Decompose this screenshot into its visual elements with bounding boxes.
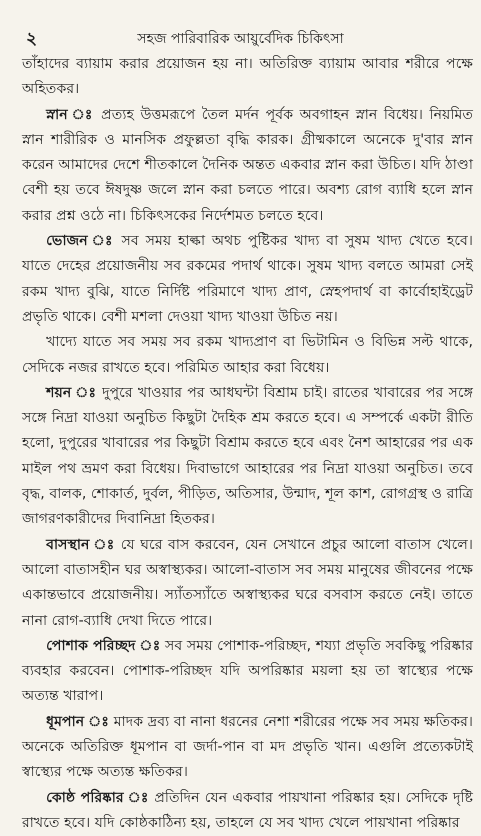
paragraph-exercise-continued xyxy=(22,52,473,103)
section-heading-bowel: কোষ্ঠ পরিষ্কার ঃ xyxy=(46,789,150,806)
paragraph-text: মাদক দ্রব্য বা নানা ধরনের নেশা শরীরের পক্ষে সব সময় ক্ষতিকর। অনেকে অতিরিক্ত ধূমপান বা জর্দা-পান বা মদ প্রভৃতি খান। এগুলি প্রত্যেকটাই স্বাস্থ্যের পক্ষে অত্যন্ত ক্ষতিকর। xyxy=(22,713,473,781)
section-heading-sleep: শয়ন ঃ xyxy=(46,384,97,401)
page-number: ২ xyxy=(26,29,38,49)
paragraph-text: সব সময় হাল্কা অথচ পুষ্টিকর খাদ্য বা সুষম খাদ্য খেতে হবে। যাতে দেহের প্রয়োজনীয় সব রকমের পদার্থ থাকে। সুষম খাদ্য বলতে আমরা সেই রকম খাদ্য বুঝি, যাতে নির্দিষ্ট পরিমাণে খাদ্য প্রাণ, স্নেহপদার্থ বা কার্বোহাইড্রেট প্রভৃতি থাকে। বেশী মশলা দেওয়া খাদ্য খাওয়া উচিত নয়। xyxy=(22,233,473,325)
section-heading-food: ভোজন ঃ xyxy=(46,233,115,250)
paragraph-sleep xyxy=(22,381,473,533)
paragraph-clothing xyxy=(22,634,473,710)
page-header xyxy=(0,26,481,49)
section-heading-clothing: পোশাক পরিচ্ছদ ঃ xyxy=(46,637,161,654)
paragraph-bowel xyxy=(22,786,473,836)
paragraph-text: প্রত্যহ উত্তমরূপে তৈল মর্দন পূর্বক অবগাহন স্নান বিধেয়। নিয়মিত স্নান শারীরিক ও মানসিক প্রফুল্লতা বৃদ্ধি কারক। গ্রীষ্মকালে অনেকে দু'বার স্নান করেন আমাদের দেশে শীতকালে দৈনিক অন্তত একবার স্নান করা উচিত। যদি ঠাণ্ডা বেশী হয় তবে ঈষদুষ্ণ জলে স্নান করা চলতে পারে। অবশ্য রোগ ব্যাধি হলে স্নান করার প্রশ্ন ওঠে না। চিকিৎসকের নির্দেশমত চলতে হবে। xyxy=(22,106,473,224)
section-heading-bathing: স্নান ঃ xyxy=(46,106,95,123)
paragraph-text: প্রতিদিন যেন একবার পায়খানা পরিষ্কার হয়। সেদিকে দৃষ্টি রাখতে হবে। যদি কোষ্ঠকাঠিন্য হয়, তাহলে যে সব খাদ্য খেলে পায়খানা পরিষ্কার xyxy=(22,789,474,831)
paragraph-food xyxy=(22,229,473,330)
paragraph-text: সব সময় পোশাক-পরিচ্ছদ, শয্যা প্রভৃতি সবকিছু পরিষ্কার ব্যবহার করবেন। পোশাক-পরিচ্ছদ যদি অপরিষ্কার ময়লা হয় তা স্বাস্থ্যের পক্ষে অত্যন্ত খারাপ। xyxy=(22,637,473,705)
paragraph-smoking xyxy=(22,710,473,786)
running-title: সহজ পারিবারিক আয়ুর্বেদিক চিকিৎসা xyxy=(137,31,344,47)
section-heading-residence: বাসস্থান ঃ xyxy=(46,536,116,553)
paragraph-text: দুপুরে খাওয়ার পর আধঘন্টা বিশ্রাম চাই। রাতের খাবারের পর সঙ্গে সঙ্গে নিদ্রা যাওয়া অনুচিত কিছুটা দৈহিক শ্রম করতে হবে। এ সম্পর্কে একটা রীতি হলো, দুপুরের খাবারের পর কিছুটা বিশ্রাম করতে হবে এবং নৈশ আহারের পর এক মাইল পথ ভ্রমণ করা বিধেয়। দিবাভাগে আহারের পর নিদ্রা যাওয়া অনুচিত। তবে বৃদ্ধ, বালক, শোকার্ত, দুর্বল, পীড়িত, অতিসার, উন্মাদ, শূল কাশ, রোগগ্রস্থ ও রাত্রি জাগরণকারীদের দিবানিদ্রা হিতকর। xyxy=(22,384,474,528)
paragraph-text: যে ঘরে বাস করবেন, যেন সেখানে প্রচুর আলো বাতাস খেলে। আলো বাতাসহীন ঘর অস্বাস্থ্যকর। আলো-বাতাস সব সময় মানুষের জীবনের পক্ষে একান্তভাবে প্রয়োজনীয়। স্যাঁতস্যাঁতে অস্বাস্থ্যকর ঘরে বসবাস করতে নেই। তাতে নানা রোগ-ব্যাধি দেখা দিতে পারে। xyxy=(22,536,473,629)
section-heading-smoking: ধূমপান ঃ xyxy=(46,713,110,730)
paragraph-text: খাদ্যে যাতে সব সময় সব রকম খাদ্যপ্রাণ বা ভিটামিন ও বিভিন্ন সল্ট থাকে, সেদিকে নজর রাখতে হবে। পরিমিত আহার করা বিধেয়। xyxy=(22,334,473,376)
paragraph-bathing xyxy=(22,103,473,229)
paragraph-text: তাঁহাদের ব্যায়াম করার প্রয়োজন হয় না। অতিরিক্ত ব্যায়াম আবার শরীরে পক্ষে অহিতকর। xyxy=(22,56,473,98)
paragraph-vitamins xyxy=(22,330,473,381)
page-body xyxy=(22,52,473,836)
paragraph-residence xyxy=(22,533,473,634)
